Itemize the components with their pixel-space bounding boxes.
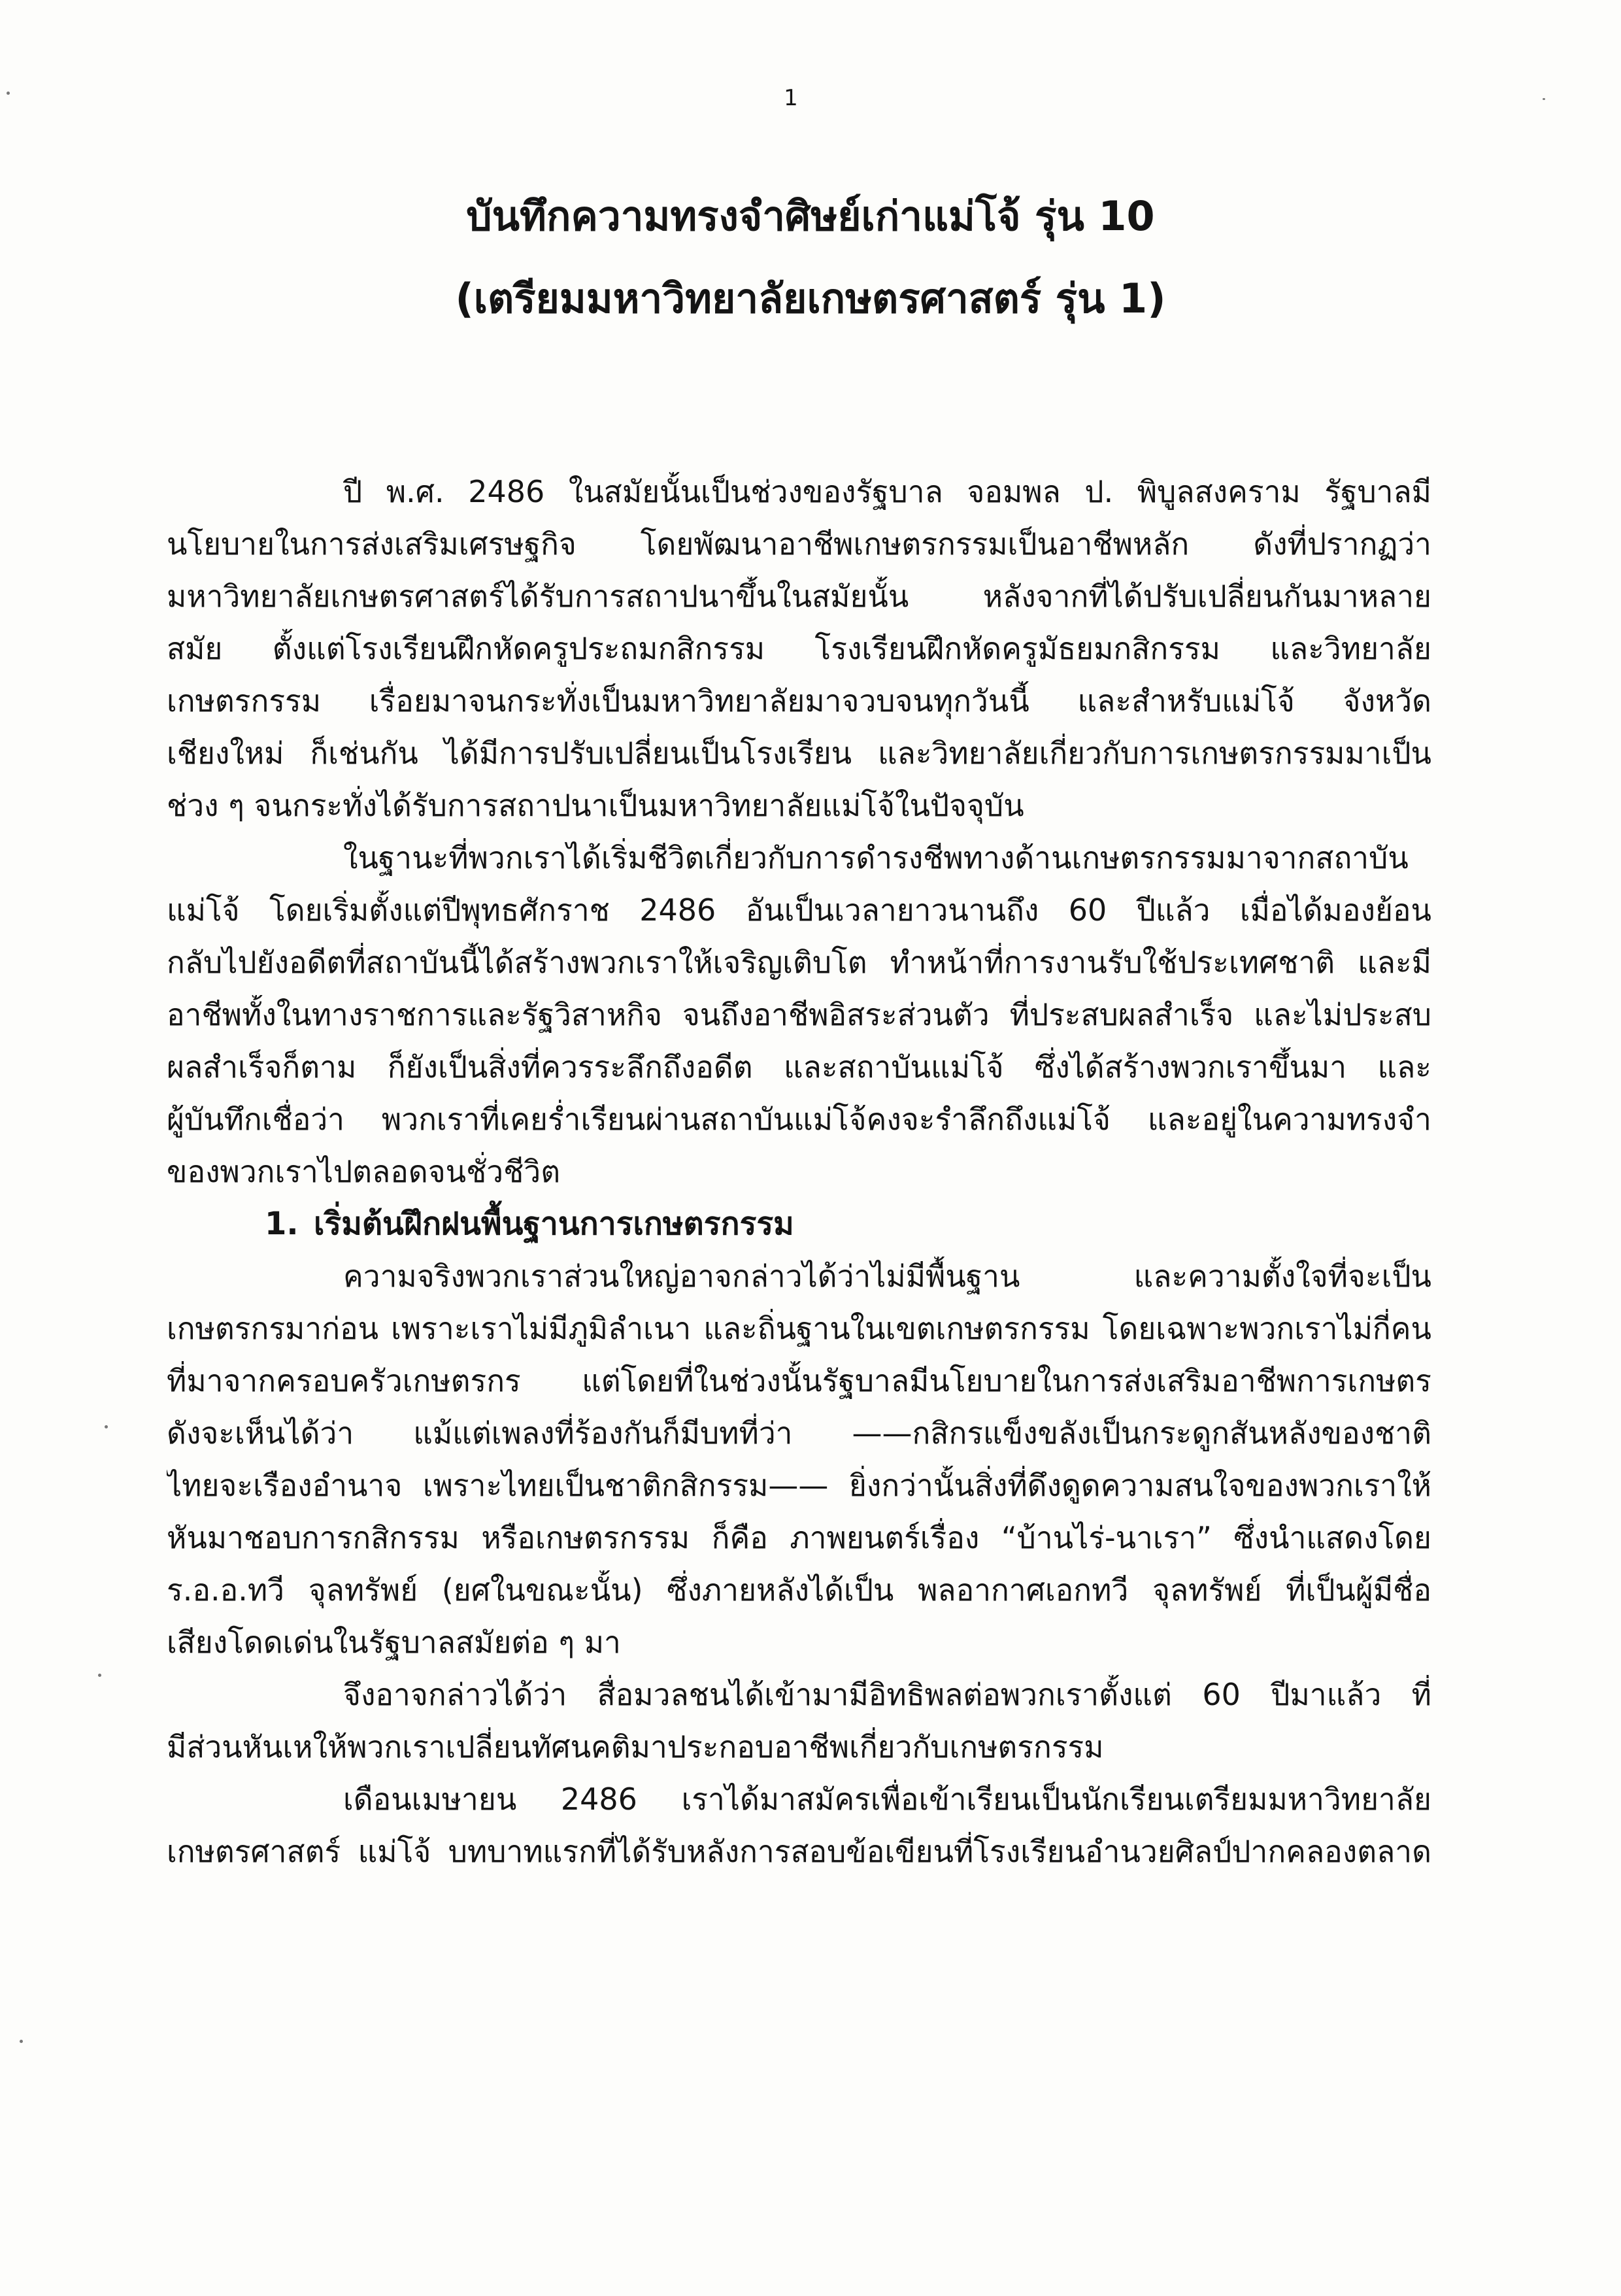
scan-speck [1543, 98, 1545, 100]
scan-speck [7, 92, 10, 95]
paragraph-3-line: หันมาชอบการกสิกรรม หรือเกษตรกรรม ก็คือ ภาพยนตร์เรื่อง “บ้านไร่-นาเรา” ซึ่งนำแสดงโดย [167, 1520, 1431, 1555]
paragraph-2-line: อาชีพทั้งในทางราชการและรัฐวิสาหกิจ จนถึงอาชีพอิสระส่วนตัว ที่ประสบผลสำเร็จ และไม่ประสบ [167, 997, 1431, 1032]
paragraph-4-line: มีส่วนหันเหให้พวกเราเปลี่ยนทัศนคติมาประกอบอาชีพเกี่ยวกับเกษตรกรรม [167, 1729, 1104, 1764]
paragraph-1-line: เชียงใหม่ ก็เช่นกัน ได้มีการปรับเปลี่ยนเป็นโรงเรียน และวิทยาลัยเกี่ยวกับการเกษตรกรรมมาเป็น [167, 735, 1431, 771]
paragraph-1-line: ปี พ.ศ. 2486 ในสมัยนั้นเป็นช่วงของรัฐบาล จอมพล ป. พิบูลสงคราม รัฐบาลมี [343, 474, 1431, 509]
document-title-line-2: (เตรียมมหาวิทยาลัยเกษตรศาสตร์ รุ่น 1) [455, 275, 1166, 322]
paragraph-1-line: เกษตรกรรม เรื่อยมาจนกระทั่งเป็นมหาวิทยาลัยมาจวบจนทุกวันนี้ และสำหรับแม่โจ้ จังหวัด [167, 683, 1431, 718]
paragraph-3-line: ดังจะเห็นได้ว่า แม้แต่เพลงที่ร้องกันก็มีบทที่ว่า ——กสิกรแข็งขลังเป็นกระดูกสันหลังของชาติ [167, 1415, 1431, 1451]
paragraph-1-line: มหาวิทยาลัยเกษตรศาสตร์ได้รับการสถาปนาขึ้นในสมัยนั้น หลังจากที่ได้ปรับเปลี่ยนกันมาหลาย [167, 579, 1431, 614]
paragraph-2-line: ในฐานะที่พวกเราได้เริ่มชีวิตเกี่ยวกับการดำรงชีพทางด้านเกษตรกรรมมาจากสถาบัน [343, 840, 1409, 875]
section-number: 1. [265, 1206, 299, 1242]
paragraph-1-line: นโยบายในการส่งเสริมเศรษฐกิจ โดยพัฒนาอาชีพเกษตรกรรมเป็นอาชีพหลัก ดังที่ปรากฏว่า [167, 526, 1431, 562]
paragraph-2-line: กลับไปยังอดีตที่สถาบันนี้ได้สร้างพวกเราให้เจริญเติบโต ทำหน้าที่การงานรับใช้ประเทศชาติ และมี [167, 945, 1431, 980]
scan-speck [20, 2040, 23, 2043]
paragraph-3-line: ที่มาจากครอบครัวเกษตรกร แต่โดยที่ในช่วงนั้นรัฐบาลมีนโยบายในการส่งเสริมอาชีพการเกษตร [167, 1363, 1431, 1398]
page-number: 1 [784, 85, 798, 111]
paragraph-2-line: ผลสำเร็จก็ตาม ก็ยังเป็นสิ่งที่ควรระลึกถึงอดีต และสถาบันแม่โจ้ ซึ่งได้สร้างพวกเราขึ้นมา และ [167, 1049, 1431, 1085]
paragraph-2-line: แม่โจ้ โดยเริ่มตั้งแต่ปีพุทธศักราช 2486 อันเป็นเวลายาวนานถึง 60 ปีแล้ว เมื่อได้มองย้อน [167, 892, 1431, 928]
paragraph-1-line: ช่วง ๆ จนกระทั่งได้รับการสถาปนาเป็นมหาวิทยาลัยแม่โจ้ในปัจจุบัน [167, 788, 1024, 823]
document-title-line-1: บันทึกความทรงจำศิษย์เก่าแม่โจ้ รุ่น 10 [466, 192, 1155, 240]
paragraph-2-line: ของพวกเราไปตลอดจนชั่วชีวิต [167, 1154, 561, 1189]
scan-speck [98, 1674, 101, 1677]
paragraph-3-line: ไทยจะเรืองอำนาจ เพราะไทยเป็นชาติกสิกรรม—— ยิ่งกว่านั้นสิ่งที่ดึงดูดความสนใจของพวกเราให้ [167, 1468, 1431, 1503]
paragraph-4-line: จึงอาจกล่าวได้ว่า สื่อมวลชนได้เข้ามามีอิทธิพลต่อพวกเราตั้งแต่ 60 ปีมาแล้ว ที่ [343, 1677, 1431, 1712]
paragraph-5-line: เกษตรศาสตร์ แม่โจ้ บทบาทแรกที่ได้รับหลังการสอบข้อเขียนที่โรงเรียนอำนวยศิลป์ปากคลองตลาด [167, 1834, 1431, 1869]
section-title: เริ่มต้นฝึกฝนพื้นฐานการเกษตรกรรม [314, 1206, 794, 1242]
paragraph-3-line: เกษตรกรมาก่อน เพราะเราไม่มีภูมิลำเนา และถิ่นฐานในเขตเกษตรกรรม โดยเฉพาะพวกเราไม่กี่คน [167, 1311, 1431, 1346]
paragraph-3-line: ร.อ.อ.ทวี จุลทรัพย์ (ยศในขณะนั้น) ซึ่งภายหลังได้เป็น พลอากาศเอกทวี จุลทรัพย์ ที่เป็นผู้มีชื่อ [167, 1572, 1431, 1608]
paragraph-3-line: เสียงโดดเด่นในรัฐบาลสมัยต่อ ๆ มา [167, 1625, 621, 1660]
paragraph-5-line: เดือนเมษายน 2486 เราได้มาสมัครเพื่อเข้าเรียนเป็นนักเรียนเตรียมมหาวิทยาลัย [343, 1781, 1431, 1817]
paragraph-3-line: ความจริงพวกเราส่วนใหญ่อาจกล่าวได้ว่าไม่มีพื้นฐาน และความตั้งใจที่จะเป็น [343, 1258, 1431, 1294]
paragraph-2-line: ผู้บันทึกเชื่อว่า พวกเราที่เคยร่ำเรียนผ่านสถาบันแม่โจ้คงจะรำลึกถึงแม่โจ้ และอยู่ในความทรงจำ [167, 1102, 1431, 1137]
paragraph-1-line: สมัย ตั้งแต่โรงเรียนฝึกหัดครูประถมกสิกรรม โรงเรียนฝึกหัดครูมัธยมกสิกรรม และวิทยาลัย [167, 631, 1431, 666]
section-heading [265, 1204, 1245, 1243]
scan-speck [105, 1425, 108, 1428]
